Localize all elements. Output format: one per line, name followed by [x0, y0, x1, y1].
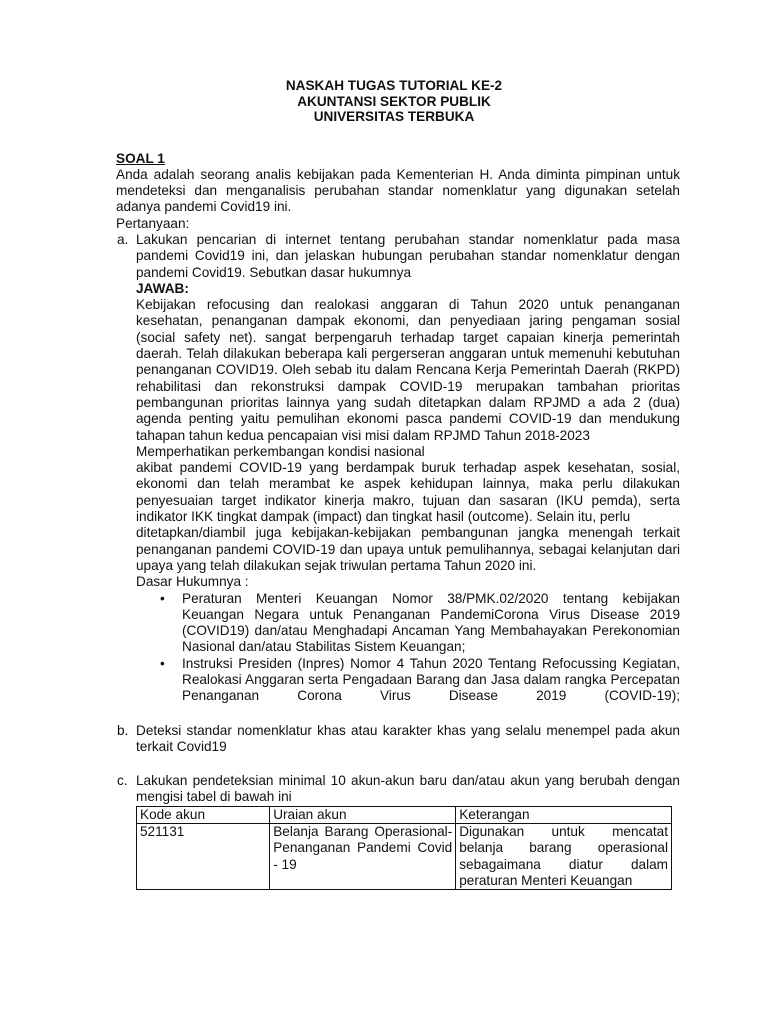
intro-paragraph: Anda adalah seorang analis kebijakan pada Kementerian H. Anda diminta pimpinan untuk mendeteksi dan menganalisis perubahan standar nomenklatur yang digunakan setelah adanya pandemi Covid19 ini.: [116, 166, 680, 215]
pertanyaan-label: Pertanyaan:: [116, 215, 190, 231]
cell-kode-akun: 521131: [137, 824, 270, 890]
table-header-row: [137, 806, 672, 823]
list-item: [136, 656, 680, 705]
question-b-marker: b.: [117, 722, 129, 738]
question-b-text: Deteksi standar nomenklatur khas atau karakter khas yang selalu menempel pada akun terkait Covid19: [136, 722, 680, 754]
section-heading: SOAL 1: [116, 150, 165, 166]
answer-paragraph-3: ditetapkan/diambil juga kebijakan-kebijakan pembangunan jangka menengah terkait penanganan pandemi COVID-19 dan upaya untuk pemulihannya, sebagai kelanjutan dari upaya yang telah dilakukan sejak triwulan pertama Tahun 2020 ini.: [136, 525, 680, 573]
header-uraian-akun: Uraian akun: [270, 806, 456, 823]
question-c-text: Lakukan pendeteksian minimal 10 akun-akun baru dan/atau akun yang berubah dengan mengisi tabel di bawah ini: [136, 773, 680, 805]
list-item-text: Peraturan Menteri Keuangan Nomor 38/PMK.02/2020 tentang kebijakan Keuangan Negara untuk Penanganan PandemiCorona Virus Disease 2019 (COVID19) dan/atau Menghadapi Ancaman Yang Membahayakan Perekonomian Nasional dan/atau Stabilitas Sistem Keuangan;: [182, 590, 680, 655]
answer-paragraph-1: Kebijakan refocusing dan realokasi anggaran di Tahun 2020 untuk penanganan kesehatan, penanganan dampak ekonomi, dan penyediaan jaring pengaman sosial (social safety net). sangat berpengaruh terhadap target capaian kinerja pemerintah daerah. Telah dilakukan beberapa kali pergerseran anggaran untuk memenuhi kebutuhan penanganan COVID19. Oleh sebab itu dalam Rencana Kerja Pemerintah Daerah (RKPD) rehabilitasi dan rekonstruksi dampak COVID-19 merupakan tambahan prioritas pembangunan prioritas lainnya yang sudah ditetapkan dalam RPJMD a ada 2 (dua) agenda penting yaitu pemulihan ekonomi pasca pandemi COVID-19 dan mendukung tahapan tahun kedua pencapaian visi misi dalam RPJMD Tahun 2018-2023: [136, 297, 680, 443]
question-list: [117, 232, 680, 890]
header-keterangan: Keterangan: [456, 806, 672, 823]
jawab-label: JAWAB:: [136, 280, 189, 296]
title-line-1: NASKAH TUGAS TUTORIAL KE-2: [285, 78, 503, 93]
cell-keterangan: Digunakan untuk mencatat belanja barang operasional sebagaimana diatur dalam peraturan Menteri Keuangan: [456, 824, 672, 890]
title-line-3: UNIVERSITAS TERBUKA: [313, 109, 475, 124]
answer-paragraph-2: akibat pandemi COVID-19 yang berdampak buruk terhadap aspek kesehatan, sosial, ekonomi dan telah merambat ke aspek kehidupan lainnya, maka perlu dilakukan penyesuaian target indikator kinerja makro, tujuan dan sasaran (IKU pemda), serta indikator IKK tingkat dampak (impact) dan tingkat hasil (outcome). Selain itu, perlu: [136, 460, 680, 525]
bullet-icon: •: [160, 590, 165, 606]
cell-uraian-akun: Belanja Barang Operasional-Penanganan Pandemi Covid - 19: [270, 824, 456, 890]
list-item: [136, 591, 680, 656]
dasar-hukum-list: [136, 591, 680, 705]
question-c: [117, 773, 680, 890]
bullet-icon: •: [160, 655, 165, 671]
question-a: [117, 232, 680, 705]
question-b: [117, 723, 680, 756]
dasar-hukum-label: Dasar Hukumnya :: [136, 574, 249, 590]
table-row: [137, 824, 672, 890]
title-line-2: AKUNTANSI SEKTOR PUBLIK: [297, 93, 491, 109]
question-a-text: Lakukan pencarian di internet tentang perubahan standar nomenklatur pada masa pandemi Covid19 ini, dan jelaskan hubungan perubahan standar nomenklatur dengan pandemi Covid19. Sebutkan dasar hukumnya: [136, 231, 680, 280]
answer-paragraph-1-tail: Memperhatikan perkembangan kondisi nasional: [136, 443, 425, 459]
list-item-text: Instruksi Presiden (Inpres) Nomor 4 Tahun 2020 Tentang Refocussing Kegiatan, Realokasi Anggaran serta Pengadaan Barang dan Jasa dalam rangka Percepatan Penanganan Corona Virus Disease 2019 (COVID-19);: [182, 655, 680, 704]
header-kode-akun: Kode akun: [137, 806, 270, 823]
question-c-marker: c.: [117, 773, 128, 789]
account-table: [136, 806, 672, 890]
question-a-marker: a.: [117, 231, 129, 247]
document-title: [108, 78, 680, 125]
